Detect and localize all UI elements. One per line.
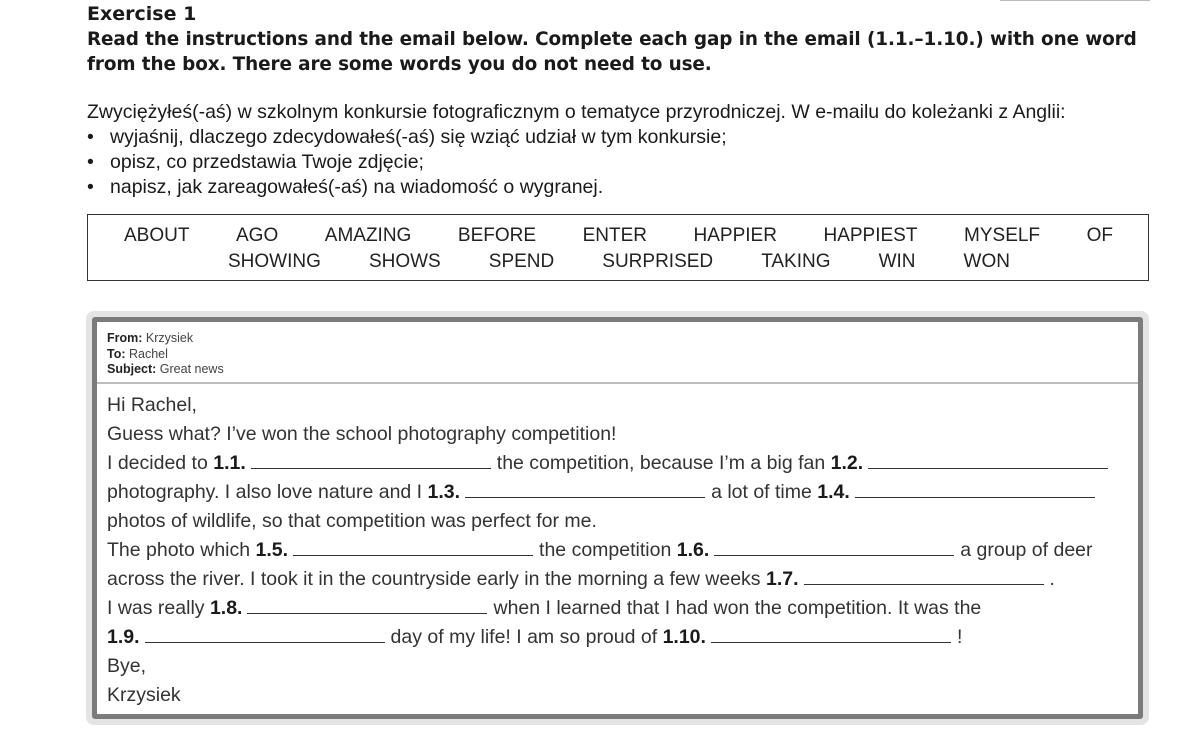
email-text: !	[956, 625, 963, 648]
word-box-word: ABOUT	[124, 225, 190, 246]
email-line	[107, 681, 1128, 710]
email-to	[107, 347, 1128, 363]
gap-blank[interactable]	[804, 565, 1044, 585]
word-box-word: ENTER	[582, 225, 647, 246]
word-box-word: SURPRISED	[602, 251, 714, 272]
from-label: From:	[107, 331, 143, 345]
word-box-word: BEFORE	[457, 225, 537, 246]
word-box-word: TAKING	[761, 251, 831, 272]
top-rule	[1000, 0, 1150, 1]
email-line	[107, 536, 1128, 565]
email-line	[107, 594, 1128, 623]
email-text: a lot of time	[711, 480, 818, 503]
gap-number: 1.1.	[213, 451, 246, 474]
email	[92, 317, 1143, 719]
email-text: across the river. I took it in the countryside early in the morning a few weeks	[107, 567, 766, 590]
gap-number: 1.6.	[676, 538, 710, 561]
word-box-row	[88, 249, 1148, 275]
word-box-word: SHOWING	[228, 251, 321, 272]
email-line	[107, 652, 1128, 681]
task-bullet: • napisz, jak zareagowałeś(-aś) na wiadomość o wygranej.	[87, 175, 1066, 200]
email-line	[107, 420, 1128, 449]
email-text: Guess what? I’ve won the school photography competition!	[107, 422, 617, 445]
gap-blank[interactable]	[251, 449, 491, 469]
email-text: the competition	[539, 538, 677, 561]
gap-number: 1.3.	[427, 480, 461, 503]
subject-value: Great news	[159, 362, 224, 376]
task-intro: Zwyciężyłeś(-aś) w szkolnym konkursie fotograficznym o tematyce przyrodniczej. W e-mailu do koleżanki z Anglii:	[87, 101, 1066, 123]
email-line	[107, 449, 1128, 478]
email-subject	[107, 362, 1128, 378]
word-box-word: WON	[963, 251, 1010, 272]
word-box-word: AGO	[236, 225, 279, 246]
task-bullet: • wyjaśnij, dlaczego zdecydowałeś(-aś) się wziąć udział w tym konkursie;	[87, 125, 1066, 150]
word-box	[87, 214, 1149, 281]
word-box-word: SHOWS	[368, 251, 441, 272]
email-frame	[86, 311, 1149, 725]
gap-number: 1.9.	[107, 625, 140, 648]
email-line	[107, 391, 1128, 420]
email-body	[97, 384, 1138, 710]
gap-blank[interactable]	[247, 594, 487, 614]
word-box-row	[88, 215, 1148, 249]
gap-blank[interactable]	[855, 478, 1095, 498]
email-text: I decided to	[107, 451, 214, 474]
gap-blank[interactable]	[714, 536, 954, 556]
gap-number: 1.5.	[255, 538, 289, 561]
email-from	[107, 331, 1128, 347]
email-text: the competition, because I’m a big fan	[496, 451, 831, 474]
word-box-word: HAPPIEST	[823, 225, 918, 246]
email-line	[107, 507, 1128, 536]
email-text: Bye,	[107, 654, 147, 677]
word-box-word: OF	[1086, 225, 1113, 246]
email-text: The photo which	[107, 538, 256, 561]
task-bullet: • opisz, co przedstawia Twoje zdjęcie;	[87, 150, 1066, 175]
word-box-word: WIN	[878, 251, 916, 272]
exercise-title: Exercise 1	[87, 3, 197, 25]
email-text: day of my life! I am so proud of	[390, 625, 663, 648]
email-text: a group of deer	[960, 538, 1093, 561]
email-line	[107, 478, 1128, 507]
email-text: Hi Rachel,	[107, 393, 197, 416]
word-box-word: MYSELF	[964, 225, 1041, 246]
email-text: I was really	[107, 596, 210, 619]
word-box-word: HAPPIER	[693, 225, 777, 246]
gap-number: 1.2.	[830, 451, 864, 474]
gap-number: 1.8.	[209, 596, 243, 619]
gap-number: 1.7.	[765, 567, 799, 590]
email-line	[107, 565, 1128, 594]
gap-blank[interactable]	[293, 536, 533, 556]
email-text: Krzysiek	[107, 683, 181, 706]
email-text: when I learned that I had won the competition. It was the	[493, 596, 982, 619]
word-box-word: AMAZING	[324, 225, 412, 246]
gap-blank[interactable]	[145, 623, 385, 643]
task-description	[87, 100, 1066, 200]
email-line	[107, 623, 1128, 652]
gap-blank[interactable]	[868, 449, 1108, 469]
subject-label: Subject:	[107, 362, 157, 376]
email-text: photography. I also love nature and I	[107, 480, 428, 503]
gap-blank[interactable]	[465, 478, 705, 498]
to-label: To:	[107, 346, 126, 361]
email-header	[97, 322, 1138, 384]
word-box-word: SPEND	[488, 251, 555, 272]
email-text: .	[1049, 567, 1055, 590]
task-bullets	[87, 125, 1066, 200]
to-value: Rachel	[129, 346, 168, 361]
gap-blank[interactable]	[711, 623, 951, 643]
gap-number: 1.10.	[662, 625, 706, 648]
gap-number: 1.4.	[817, 480, 850, 503]
exercise-instructions: Read the instructions and the email below. Complete each gap in the email (1.1.–1.10.) with one word from the box. There are some words you do not need to use.	[87, 29, 1137, 75]
from-value: Krzysiek	[145, 331, 194, 345]
email-text: photos of wildlife, so that competition was perfect for me.	[107, 509, 597, 532]
